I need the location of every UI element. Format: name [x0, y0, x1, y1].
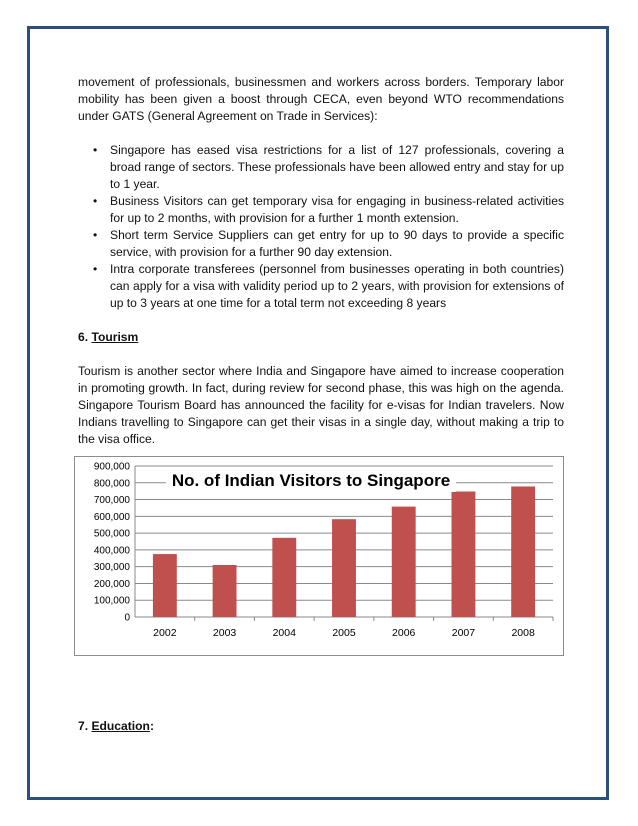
y-tick-label: 500,000 — [93, 528, 130, 540]
bar — [511, 486, 535, 617]
y-tick-label: 300,000 — [93, 562, 130, 574]
visa-bullet-list — [78, 142, 564, 312]
y-tick-label: 400,000 — [93, 545, 130, 557]
section-heading-tourism — [78, 329, 564, 346]
section-title: Tourism — [91, 330, 139, 344]
section-number: 6. — [78, 330, 89, 344]
bullet-item — [78, 193, 564, 227]
bar — [332, 519, 356, 617]
x-tick-label: 2004 — [272, 627, 296, 639]
bar — [213, 565, 237, 617]
bar — [153, 554, 177, 617]
chart-svg — [75, 457, 563, 655]
y-tick-label: 100,000 — [93, 595, 130, 607]
y-tick-label: 800,000 — [93, 478, 130, 490]
x-tick-label: 2008 — [511, 627, 535, 639]
tourism-paragraph: Tourism is another sector where India and Singapore have aimed to increase cooperation in promoting growth. In fact, during review for second phase, this was high on the agenda. Singapore Tourism Board has announced the facility for e-visas for Indian travelers. Now Indians travelling to Singapore can get their visas in a single day, without making a trip to the visa office. — [78, 364, 564, 446]
bullet-text: Business Visitors can get temporary visa for engaging in business-related activities for up to 2 months, with provision for a further 1 month extension. — [110, 194, 564, 225]
bar — [451, 492, 475, 617]
section-title: Education — [91, 719, 150, 733]
chart-title: No. of Indian Visitors to Singapore — [171, 471, 451, 490]
bullet-icon: • — [93, 228, 98, 242]
bullet-text: Singapore has eased visa restrictions for a list of 127 professionals, covering a broad range of sectors. These professionals have been allowed entry and stay for up to 1 year. — [110, 143, 564, 191]
bullet-icon: • — [93, 143, 98, 157]
document-body — [78, 74, 564, 448]
y-tick-label: 600,000 — [93, 511, 130, 523]
bullet-icon: • — [93, 262, 98, 276]
section-number: 7. — [78, 719, 89, 733]
bullet-item — [78, 142, 564, 193]
x-tick-label: 2006 — [392, 627, 416, 639]
bullet-item — [78, 227, 564, 261]
section-heading-education — [78, 719, 154, 733]
y-tick-label: 700,000 — [93, 495, 130, 507]
bullet-item — [78, 261, 564, 312]
x-tick-label: 2002 — [153, 627, 177, 639]
x-tick-label: 2003 — [212, 627, 237, 639]
y-tick-label: 0 — [124, 612, 130, 624]
x-tick-label: 2007 — [451, 627, 476, 639]
bullet-text: Intra corporate transferees (personnel from businesses operating in both countries) can apply for a visa with validity period up to 2 years, with provision for extensions of up to 3 years at one time for a total term not exceeding 8 years — [110, 262, 564, 310]
y-tick-label: 900,000 — [93, 461, 130, 473]
x-tick-label: 2005 — [332, 627, 356, 639]
visitors-chart — [74, 456, 564, 656]
y-tick-label: 200,000 — [93, 578, 130, 590]
bullet-text: Short term Service Suppliers can get entry for up to 90 days to provide a specific service, with provision for a further 90 day extension. — [110, 228, 564, 259]
section-suffix: : — [149, 719, 154, 733]
bar — [392, 507, 416, 617]
intro-paragraph: movement of professionals, businessmen and workers across borders. Temporary labor mobility has been given a boost through CECA, even beyond WTO recommendations under GATS (General Agreement on Trade in Services): — [78, 75, 564, 123]
bar — [272, 538, 296, 617]
bullet-icon: • — [93, 194, 98, 208]
